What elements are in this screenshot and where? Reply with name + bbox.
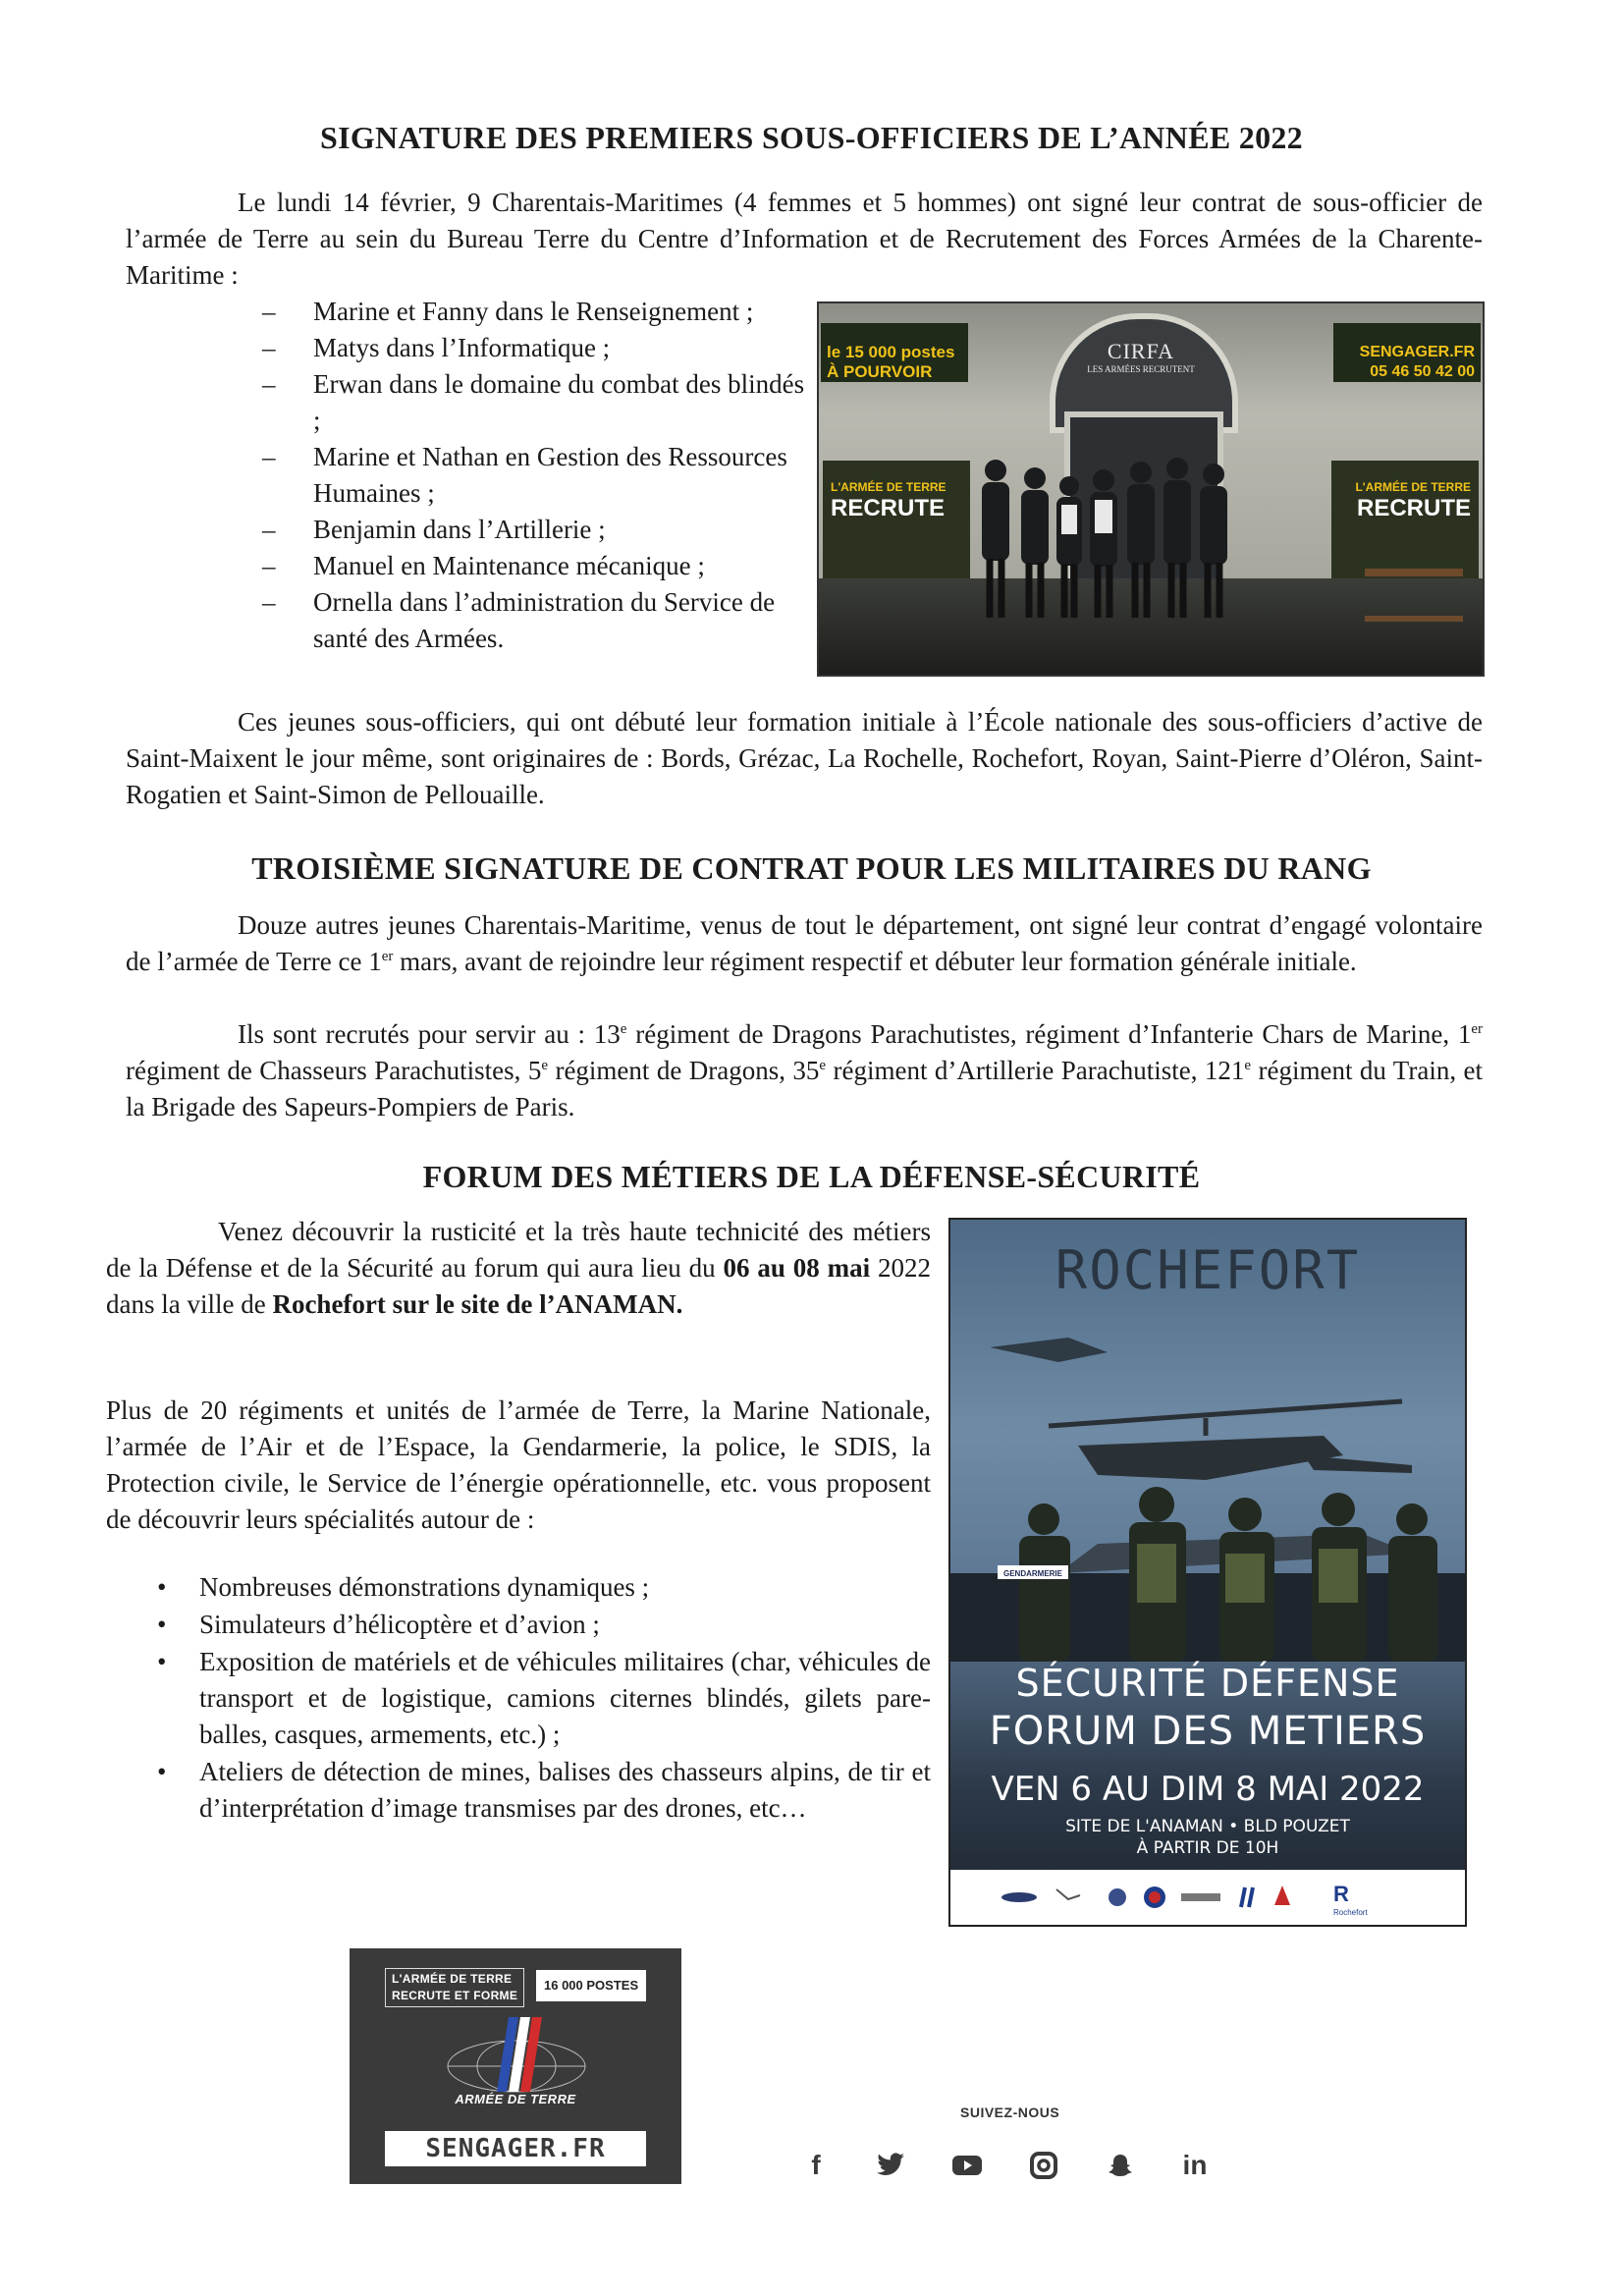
photo-sign-right: SENGAGER.FR 05 46 50 42 00 <box>1359 344 1475 380</box>
poster-subtitle: SÉCURITÉ DÉFENSE <box>1015 1662 1400 1705</box>
follow-us-label: SUIVEZ-NOUS <box>960 2105 1060 2120</box>
poster-city: ROCHEFORT <box>1055 1239 1361 1301</box>
facebook-icon[interactable]: f <box>811 2150 821 2180</box>
section3-paragraph-2: Plus de 20 régiments et unités de l’armée de Terre, la Marine Nationale, l’armée de l’Air et de l’Espace, la Gendarmerie, la police, le SDIS, la Protection civile, le Service de l’énergie opérationnelle, etc. vous proposent de découvrir leurs spécialités autour de : <box>106 1395 931 1534</box>
youtube-icon[interactable] <box>948 2147 986 2184</box>
section1-title: SIGNATURE DES PREMIERS SOUS-OFFICIERS DE L’ANNÉE 2022 <box>320 120 1303 155</box>
cirfa-group-photo <box>817 301 1485 677</box>
card-tag: L'ARMÉE DE TERRE RECRUTE ET FORME <box>385 1968 524 2007</box>
poster-time: À PARTIR DE 10H <box>1136 1838 1279 1858</box>
armee-de-terre-logo-icon <box>438 2007 595 2096</box>
partner-logos-strip <box>950 1870 1465 1925</box>
list-item: • Simulateurs d’hélicoptère et d’avion ; <box>157 1610 600 1639</box>
forum-poster <box>948 1218 1467 1927</box>
list-item: • Ateliers de détection de mines, balises des chasseurs alpins, de tir et d’interprétation d’image transmises par des drones, etc… <box>157 1757 931 1823</box>
instagram-icon[interactable] <box>1025 2147 1062 2184</box>
list-item: – Marine et Nathan en Gestion des Ressources Humaines ; <box>262 442 787 508</box>
card-postes-badge: 16 000 POSTES <box>536 1970 646 2001</box>
photo-recrute-right: L'ARMÉE DE TERRE RECRUTE <box>1355 480 1471 521</box>
photo-cirfa-sign: CIRFA LES ARMÉES RECRUTENT <box>1087 339 1195 374</box>
svg-text:Rochefort: Rochefort <box>1333 1908 1368 1917</box>
section3-activities-list <box>155 1569 931 1828</box>
svg-text:R: R <box>1333 1882 1349 1906</box>
poster-military-scene <box>950 1308 1465 1662</box>
photo-recruits-group <box>966 451 1261 628</box>
section3-paragraph-1: Venez découvrir la rusticité et la très haute technicité des métiers de la Défense et de la Sécurité au forum qui aura lieu du 06 au 08 mai 2022 dans la ville de Rochefort sur le site de l’ANAMAN. <box>106 1217 932 1319</box>
poster-forum-title: FORUM DES METIERS <box>989 1709 1427 1754</box>
section1-outro: Ces jeunes sous-officiers, qui ont débuté leur formation initiale à l’École nationale des sous-officiers d’active de Saint-Maixent le jour même, sont originaires de : Bords, Grézac, La Rochelle, Rochefort, Royan, Saint-Pierre d’Oléron, Saint-Rogatien et Saint-Simon de Pellouaille. <box>126 707 1483 809</box>
list-item: – Ornella dans l’administration du Service de santé des Armées. <box>262 587 776 653</box>
section1-intro: Le lundi 14 février, 9 Charentais-Maritimes (4 femmes et 5 hommes) ont signé leur contrat de sous-officier de l’armée de Terre au sein du Bureau Terre du Centre d’Information et de Recrutement des Forces Armées de la Charente-Maritime : <box>126 188 1483 290</box>
list-item: • Nombreuses démonstrations dynamiques ; <box>157 1572 650 1602</box>
section1-specialties-list <box>262 294 812 657</box>
svg-text:GENDARMERIE: GENDARMERIE <box>1002 1569 1063 1578</box>
list-item: – Erwan dans le domaine du combat des blindés ; <box>262 369 805 435</box>
card-armee-label: ARMÉE DE TERRE <box>455 2092 576 2106</box>
photo-bench <box>1365 569 1463 622</box>
section2-paragraph-1: Douze autres jeunes Charentais-Maritime, venus de tout le département, ont signé leur contrat d’engagé volontaire de l’armée de Terre ce 1er mars, avant de rejoindre leur régiment respectif et débuter leur formation générale initiale. <box>126 910 1483 976</box>
list-item: – Marine et Fanny dans le Renseignement ; <box>262 297 754 326</box>
section2-title: TROISIÈME SIGNATURE DE CONTRAT POUR LES MILITAIRES DU RANG <box>251 850 1372 886</box>
sengager-link[interactable]: SENGAGER.FR <box>385 2131 646 2166</box>
list-item: • Exposition de matériels et de véhicules militaires (char, véhicules de transport et de logistique, camions citernes blindés, gilets pare-balles, casques, armements, etc.) ; <box>157 1647 931 1749</box>
recruitment-card <box>350 1948 681 2184</box>
photo-sign-left: le 15 000 postes À POURVOIR <box>827 343 955 381</box>
twitter-icon[interactable] <box>872 2147 909 2184</box>
poster-dates: VEN 6 AU DIM 8 MAI 2022 <box>991 1770 1425 1809</box>
poster-site: SITE DE L'ANAMAN • BLD POUZET <box>1065 1817 1350 1836</box>
poster-partner-logos <box>950 1870 1465 1925</box>
linkedin-icon[interactable]: in <box>1182 2150 1208 2180</box>
list-item: – Benjamin dans l’Artillerie ; <box>262 515 606 544</box>
list-item: – Matys dans l’Informatique ; <box>262 333 611 362</box>
list-item: – Manuel en Maintenance mécanique ; <box>262 551 705 580</box>
section3-title: FORUM DES MÉTIERS DE LA DÉFENSE-SÉCURITÉ <box>422 1159 1201 1194</box>
photo-recrute-left: L'ARMÉE DE TERRE RECRUTE <box>831 480 947 521</box>
section2-paragraph-2: Ils sont recrutés pour servir au : 13e régiment de Dragons Parachutistes, régiment d’Infanterie Chars de Marine, 1er régiment de Chasseurs Parachutistes, 5e régiment de Dragons, 35e régiment d’Artillerie Parachutiste, 121e régiment du Train, et la Brigade des Sapeurs-Pompiers de Paris. <box>126 1019 1483 1121</box>
snapchat-icon[interactable] <box>1102 2147 1139 2184</box>
